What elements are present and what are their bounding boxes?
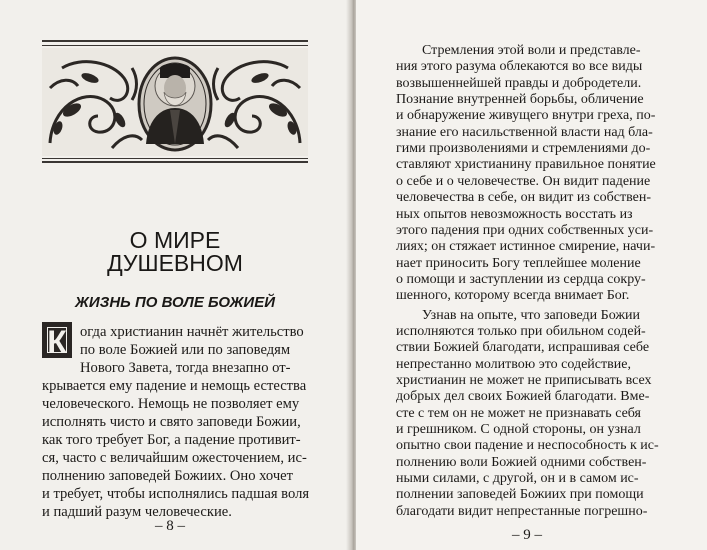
page-number-left: – 8 – bbox=[155, 518, 185, 534]
text-line: христианин не может не приписывать всех bbox=[396, 373, 652, 388]
text-line: ствии Божией благодати, испрашивая себе bbox=[396, 340, 650, 356]
text-line: исполнять чисто и свято заповеди Божии, bbox=[42, 414, 301, 430]
ornamental-header-with-portrait bbox=[42, 48, 308, 156]
text-line: крывается ему падение и немощь естества bbox=[42, 378, 307, 394]
text-line: лиях; он стяжает истинное смирение, начи- bbox=[396, 239, 656, 255]
text-line: человеческого. Немощь не позволяет ему bbox=[42, 396, 300, 412]
text-line: огда христианин начнёт жительство bbox=[80, 324, 304, 340]
text-line: благодати видит непрестанные погрешно- bbox=[396, 503, 648, 519]
text-line: ставляют христианину правильное понятие bbox=[396, 157, 656, 173]
text-line: сте с тем он не может не признавать себя bbox=[396, 405, 641, 421]
text-line: полнению заповедей Божиих. Оно хочет bbox=[42, 468, 294, 484]
text-line: опытно свои падение и неспособность к ис- bbox=[396, 438, 659, 454]
text-line: Узнав на опыте, что заповеди Божии bbox=[422, 307, 641, 323]
chapter-title-line-2: ДУШЕВНОМ bbox=[107, 250, 243, 276]
text-line: о себе и о человечестве. Он видит падение bbox=[396, 173, 651, 189]
saint-portrait bbox=[139, 58, 211, 150]
text-line: ных опытов невозможность восстать из bbox=[396, 206, 633, 222]
text-line: как того требует Бог, а падение противит- bbox=[42, 432, 301, 448]
text-line: и грешником. С одной стороны, он узнал bbox=[396, 422, 641, 438]
section-subtitle: ЖИЗНЬ ПО ВОЛЕ БОЖИЕЙ bbox=[75, 294, 275, 311]
page-number-right: – 9 – bbox=[512, 527, 542, 543]
text-line: добрых дел своих Божией благодати. Вме- bbox=[396, 389, 650, 405]
text-line: ния этого разума облекаются во все виды bbox=[396, 59, 643, 75]
text-line: нает приносить Богу теплейшее моление bbox=[396, 255, 641, 271]
header-rule-bottom-thin bbox=[42, 158, 308, 159]
text-line: полнении заповедей Божиих при помощи bbox=[396, 487, 644, 503]
text-line: о помощи и заступлении из сердца сокру- bbox=[396, 271, 646, 287]
text-line: полнению воли Божией одними собствен- bbox=[396, 454, 647, 470]
right-page bbox=[356, 0, 707, 550]
text-line: шенного, которому всегда внимает Бог. bbox=[396, 288, 630, 304]
text-line: гими произволениями и стремлениями до- bbox=[396, 141, 651, 157]
text-line: и обнаружение живущего внутри греха, по- bbox=[396, 108, 656, 124]
text-line: Нового Завета, тогда внезапно от- bbox=[80, 360, 291, 376]
text-line: и падший разум человеческие. bbox=[42, 504, 232, 520]
text-line: этого падения при одних собственных уси- bbox=[396, 222, 654, 238]
text-line: Стремления этой воли и представле- bbox=[422, 43, 641, 58]
text-line: Познание внутренней борьбы, обличение bbox=[396, 92, 644, 108]
text-line: ными силами, с другой, он и в самом ис- bbox=[396, 471, 639, 487]
text-line: непрестанно молитвою это содействие, bbox=[396, 356, 631, 372]
left-page bbox=[0, 0, 352, 550]
header-rule-top-thin bbox=[42, 45, 308, 46]
header-rule-bottom bbox=[42, 161, 308, 163]
text-line: человечества в себе, он видит из собствен- bbox=[396, 190, 651, 206]
text-line: ся, часто с величайшим ожесточением, ис- bbox=[42, 450, 307, 466]
text-line: по воле Божией или по заповедям bbox=[80, 342, 291, 358]
text-line: исполняются только при обильном содей- bbox=[396, 323, 646, 339]
text-line: возвышеннейшей правды и добродетели. bbox=[396, 75, 642, 91]
header-rule-top bbox=[42, 40, 308, 42]
drop-cap: К bbox=[42, 322, 72, 358]
text-line: и требует, чтобы исполнялись падшая воля bbox=[42, 486, 310, 502]
chapter-title-line-1: О МИРЕ bbox=[129, 227, 221, 253]
text-line: знание его насильственной власти над бла- bbox=[396, 124, 653, 140]
